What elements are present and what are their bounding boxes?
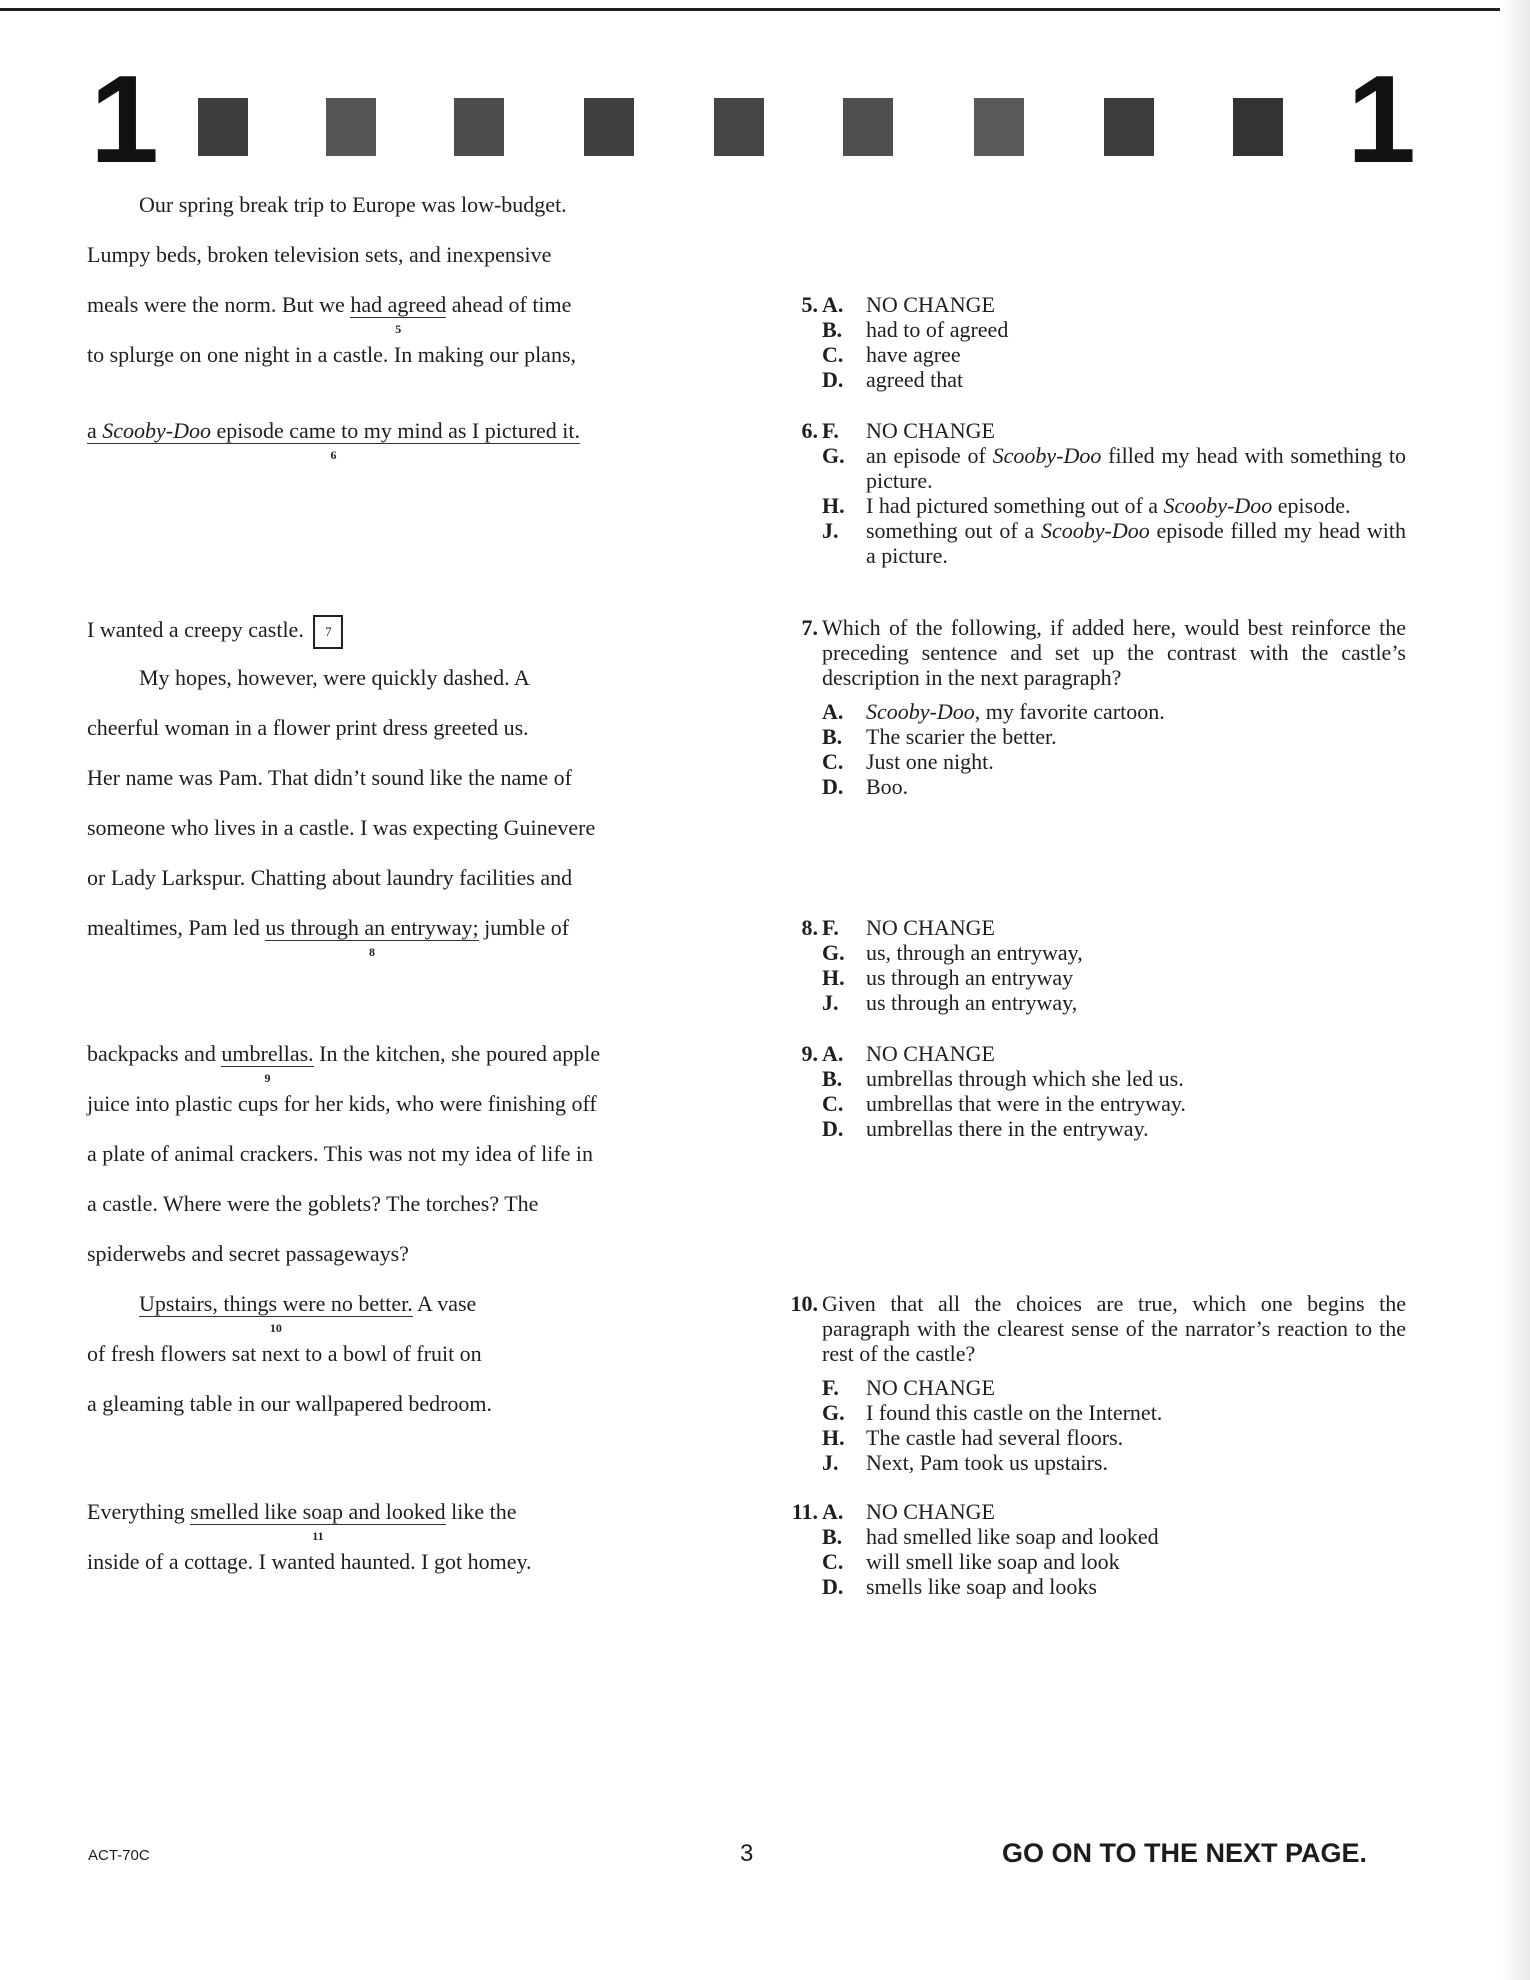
option-text: NO CHANGE bbox=[866, 418, 995, 443]
answer-option[interactable] bbox=[776, 418, 1406, 443]
section-block bbox=[326, 98, 376, 156]
option-text: something out of a Scooby-Doo episode filled my head with a picture. bbox=[866, 518, 1406, 568]
answer-option[interactable] bbox=[776, 317, 1406, 342]
passage-line bbox=[87, 342, 576, 368]
question-reference-number: 6 bbox=[330, 448, 337, 462]
option-letter: D. bbox=[822, 367, 844, 392]
option-letter: J. bbox=[822, 1450, 839, 1475]
option-letter: D. bbox=[822, 1116, 844, 1141]
passage-text: Everything bbox=[87, 1499, 191, 1524]
passage-text: A vase bbox=[412, 1291, 477, 1316]
passage-text: mealtimes, Pam led bbox=[87, 915, 266, 940]
passage-line bbox=[87, 715, 529, 741]
option-text: Scooby-Doo, my favorite cartoon. bbox=[866, 699, 1165, 724]
option-letter: A. bbox=[822, 699, 844, 724]
passage-line bbox=[87, 1191, 538, 1217]
passage-line bbox=[87, 1499, 517, 1543]
passage-text: backpacks and bbox=[87, 1041, 222, 1066]
question-number: 5. bbox=[801, 292, 818, 317]
option-text: NO CHANGE bbox=[866, 1041, 995, 1066]
answer-option[interactable] bbox=[776, 493, 1406, 518]
option-text: us through an entryway, bbox=[866, 990, 1078, 1015]
option-text: Just one night. bbox=[866, 749, 994, 774]
option-text: I found this castle on the Internet. bbox=[866, 1400, 1163, 1425]
answer-option[interactable] bbox=[776, 990, 1406, 1015]
option-letter: D. bbox=[822, 1574, 844, 1599]
answer-option[interactable] bbox=[776, 367, 1406, 392]
option-text: NO CHANGE bbox=[866, 915, 995, 940]
option-letter: J. bbox=[822, 518, 839, 543]
answer-option[interactable] bbox=[776, 292, 1406, 317]
answer-option[interactable] bbox=[776, 724, 1406, 749]
passage-text: a gleaming table in our wallpapered bedroom. bbox=[87, 1391, 493, 1416]
answer-option[interactable] bbox=[776, 965, 1406, 990]
option-letter: B. bbox=[822, 1066, 843, 1091]
passage-line bbox=[139, 665, 530, 691]
passage-text: Her name was Pam. That didn’t sound like the name of bbox=[87, 765, 572, 790]
test-code: ACT-70C bbox=[88, 1847, 150, 1864]
option-text: umbrellas through which she led us. bbox=[866, 1066, 1184, 1091]
option-text: The castle had several floors. bbox=[866, 1425, 1124, 1450]
answer-option[interactable] bbox=[776, 518, 1406, 568]
section-block bbox=[1233, 98, 1283, 156]
option-letter: D. bbox=[822, 774, 844, 799]
passage-text: I wanted a creepy castle. bbox=[87, 617, 310, 643]
answer-option[interactable] bbox=[776, 774, 1406, 799]
section-number-right: 1 bbox=[1347, 51, 1416, 189]
answer-option[interactable] bbox=[776, 915, 1406, 940]
question-number: 11. bbox=[791, 1499, 818, 1524]
option-letter: H. bbox=[822, 493, 845, 518]
option-letter: H. bbox=[822, 965, 845, 990]
answer-option[interactable] bbox=[776, 1400, 1406, 1425]
question-number: 8. bbox=[801, 915, 818, 940]
option-text: NO CHANGE bbox=[866, 1499, 995, 1524]
question-stem: Which of the following, if added here, would best reinforce the preceding sentence and set up the contrast with the castle’s description in the next paragraph? bbox=[822, 615, 1406, 690]
option-letter: J. bbox=[822, 990, 839, 1015]
section-block bbox=[584, 98, 634, 156]
option-text: will smell like soap and look bbox=[866, 1549, 1120, 1574]
passage-line bbox=[87, 292, 572, 336]
answer-option[interactable] bbox=[776, 1524, 1406, 1549]
passage-line bbox=[87, 1241, 409, 1267]
answer-option[interactable] bbox=[776, 342, 1406, 367]
option-letter: F. bbox=[822, 418, 839, 443]
passage-line bbox=[87, 915, 570, 959]
page-edge-shadow bbox=[1500, 0, 1530, 1980]
passage-text: ahead of time bbox=[446, 292, 572, 317]
option-text: us, through an entryway, bbox=[866, 940, 1083, 965]
answer-option[interactable] bbox=[776, 1450, 1406, 1475]
option-letter: C. bbox=[822, 1091, 844, 1116]
answer-option[interactable] bbox=[776, 1574, 1406, 1599]
question-reference-number: 10 bbox=[269, 1321, 282, 1335]
passage-text: juice into plastic cups for her kids, who were finishing off bbox=[87, 1091, 597, 1116]
section-number-left: 1 bbox=[90, 51, 159, 189]
question-number: 6. bbox=[801, 418, 818, 443]
passage-text: someone who lives in a castle. I was expecting Guinevere bbox=[87, 815, 596, 840]
answer-option[interactable] bbox=[776, 1549, 1406, 1574]
section-block bbox=[198, 98, 248, 156]
option-letter: F. bbox=[822, 915, 839, 940]
answer-option[interactable] bbox=[776, 1066, 1406, 1091]
question-reference-number: 8 bbox=[369, 945, 376, 959]
option-text: an episode of Scooby-Doo filled my head with something to picture. bbox=[866, 443, 1406, 493]
option-letter: C. bbox=[822, 749, 844, 774]
option-letter: F. bbox=[822, 1375, 839, 1400]
passage-text: a plate of animal crackers. This was not my idea of life in bbox=[87, 1141, 594, 1166]
passage-text: spiderwebs and secret passageways? bbox=[87, 1241, 409, 1266]
question-stem: Given that all the choices are true, which one begins the paragraph with the clearest sense of the narrator’s reaction to the rest of the castle? bbox=[822, 1291, 1406, 1366]
underlined-portion: a Scooby-Doo episode came to my mind as I pictured it. 6 bbox=[87, 418, 581, 462]
section-block bbox=[1104, 98, 1154, 156]
option-letter: B. bbox=[822, 1524, 843, 1549]
section-block bbox=[843, 98, 893, 156]
passage-line bbox=[87, 418, 581, 462]
passage-text: jumble of bbox=[478, 915, 570, 940]
option-text: Boo. bbox=[866, 774, 909, 799]
underlined-portion: Upstairs, things were no better. 10 bbox=[139, 1291, 413, 1335]
answer-option[interactable] bbox=[776, 1375, 1406, 1400]
passage-line bbox=[87, 765, 572, 791]
option-text: have agree bbox=[866, 342, 961, 367]
passage-text: cheerful woman in a flower print dress greeted us. bbox=[87, 715, 529, 740]
passage-text: to splurge on one night in a castle. In making our plans, bbox=[87, 342, 577, 367]
question-reference-number: 5 bbox=[395, 322, 402, 336]
question-9 bbox=[776, 1041, 1406, 1141]
option-text: NO CHANGE bbox=[866, 1375, 995, 1400]
option-letter: G. bbox=[822, 443, 845, 468]
question-8 bbox=[776, 915, 1406, 1015]
answer-option[interactable] bbox=[776, 699, 1406, 724]
option-text: The scarier the better. bbox=[866, 724, 1057, 749]
passage-line bbox=[87, 1549, 532, 1575]
passage-line bbox=[87, 1091, 597, 1117]
passage-text: a castle. Where were the goblets? The torches? The bbox=[87, 1191, 539, 1216]
answer-option[interactable] bbox=[776, 443, 1406, 493]
underlined-portion: umbrellas. 9 bbox=[221, 1041, 314, 1085]
question-number: 9. bbox=[801, 1041, 818, 1066]
option-letter: G. bbox=[822, 1400, 845, 1425]
option-text: umbrellas there in the entryway. bbox=[866, 1116, 1149, 1141]
top-rule bbox=[0, 8, 1500, 11]
question-number: 10. bbox=[790, 1291, 818, 1316]
answer-option[interactable] bbox=[776, 749, 1406, 774]
go-on-notice: GO ON TO THE NEXT PAGE. bbox=[1002, 1838, 1368, 1868]
passage-text: or Lady Larkspur. Chatting about laundry facilities and bbox=[87, 865, 573, 890]
option-letter: A. bbox=[822, 292, 844, 317]
option-letter: A. bbox=[822, 1499, 844, 1524]
option-text: had smelled like soap and looked bbox=[866, 1524, 1159, 1549]
answer-option[interactable] bbox=[776, 1499, 1406, 1524]
section-block bbox=[714, 98, 764, 156]
passage-line bbox=[87, 1141, 593, 1167]
question-number: 7. bbox=[801, 615, 818, 640]
question-box-marker: 7 bbox=[313, 615, 343, 649]
option-letter: C. bbox=[822, 342, 844, 367]
option-text: us through an entryway bbox=[866, 965, 1074, 990]
option-text: NO CHANGE bbox=[866, 292, 995, 317]
passage-text: My hopes, however, were quickly dashed. A bbox=[139, 665, 530, 690]
page-number: 3 bbox=[740, 1840, 754, 1867]
section-block bbox=[454, 98, 504, 156]
passage-line bbox=[87, 242, 551, 268]
option-letter: A. bbox=[822, 1041, 844, 1066]
option-letter: H. bbox=[822, 1425, 845, 1450]
passage-line bbox=[87, 1391, 492, 1417]
underlined-portion: smelled like soap and looked 11 bbox=[190, 1499, 446, 1543]
passage-line bbox=[139, 192, 567, 218]
passage-text: Lumpy beds, broken television sets, and inexpensive bbox=[87, 242, 552, 267]
passage-text: inside of a cottage. I wanted haunted. I got homey. bbox=[87, 1549, 532, 1574]
passage-text: Our spring break trip to Europe was low-budget. bbox=[139, 192, 567, 217]
option-letter: G. bbox=[822, 940, 845, 965]
option-letter: B. bbox=[822, 317, 843, 342]
question-reference-number: 11 bbox=[312, 1529, 324, 1543]
underlined-portion: us through an entryway; 8 bbox=[265, 915, 479, 959]
option-text: I had pictured something out of a Scooby-Doo episode. bbox=[866, 493, 1351, 518]
passage-text: like the bbox=[445, 1499, 517, 1524]
passage-line bbox=[87, 1341, 482, 1367]
question-6 bbox=[776, 418, 1406, 568]
answer-option[interactable] bbox=[776, 940, 1406, 965]
passage-line bbox=[87, 865, 572, 891]
option-text: smells like soap and looks bbox=[866, 1574, 1097, 1599]
passage-line bbox=[139, 1291, 477, 1335]
option-text: agreed that bbox=[866, 367, 964, 392]
answer-option[interactable] bbox=[776, 1425, 1406, 1450]
question-5 bbox=[776, 292, 1406, 392]
passage-line bbox=[87, 615, 343, 649]
question-10 bbox=[776, 1291, 1406, 1475]
option-letter: C. bbox=[822, 1549, 844, 1574]
passage-text: meals were the norm. But we bbox=[87, 292, 351, 317]
option-text: Next, Pam took us upstairs. bbox=[866, 1450, 1108, 1475]
passage-text: of fresh flowers sat next to a bowl of fruit on bbox=[87, 1341, 482, 1366]
answer-option[interactable] bbox=[776, 1041, 1406, 1066]
passage-line bbox=[87, 815, 595, 841]
passage-text: In the kitchen, she poured apple bbox=[313, 1041, 601, 1066]
passage-line bbox=[87, 1041, 601, 1085]
answer-option[interactable] bbox=[776, 1116, 1406, 1141]
option-text: had to of agreed bbox=[866, 317, 1009, 342]
question-reference-number: 9 bbox=[264, 1071, 271, 1085]
question-11 bbox=[776, 1499, 1406, 1599]
option-text: umbrellas that were in the entryway. bbox=[866, 1091, 1186, 1116]
section-block bbox=[974, 98, 1024, 156]
underlined-portion: had agreed 5 bbox=[350, 292, 447, 336]
question-7 bbox=[776, 615, 1406, 799]
answer-option[interactable] bbox=[776, 1091, 1406, 1116]
option-letter: B. bbox=[822, 724, 843, 749]
